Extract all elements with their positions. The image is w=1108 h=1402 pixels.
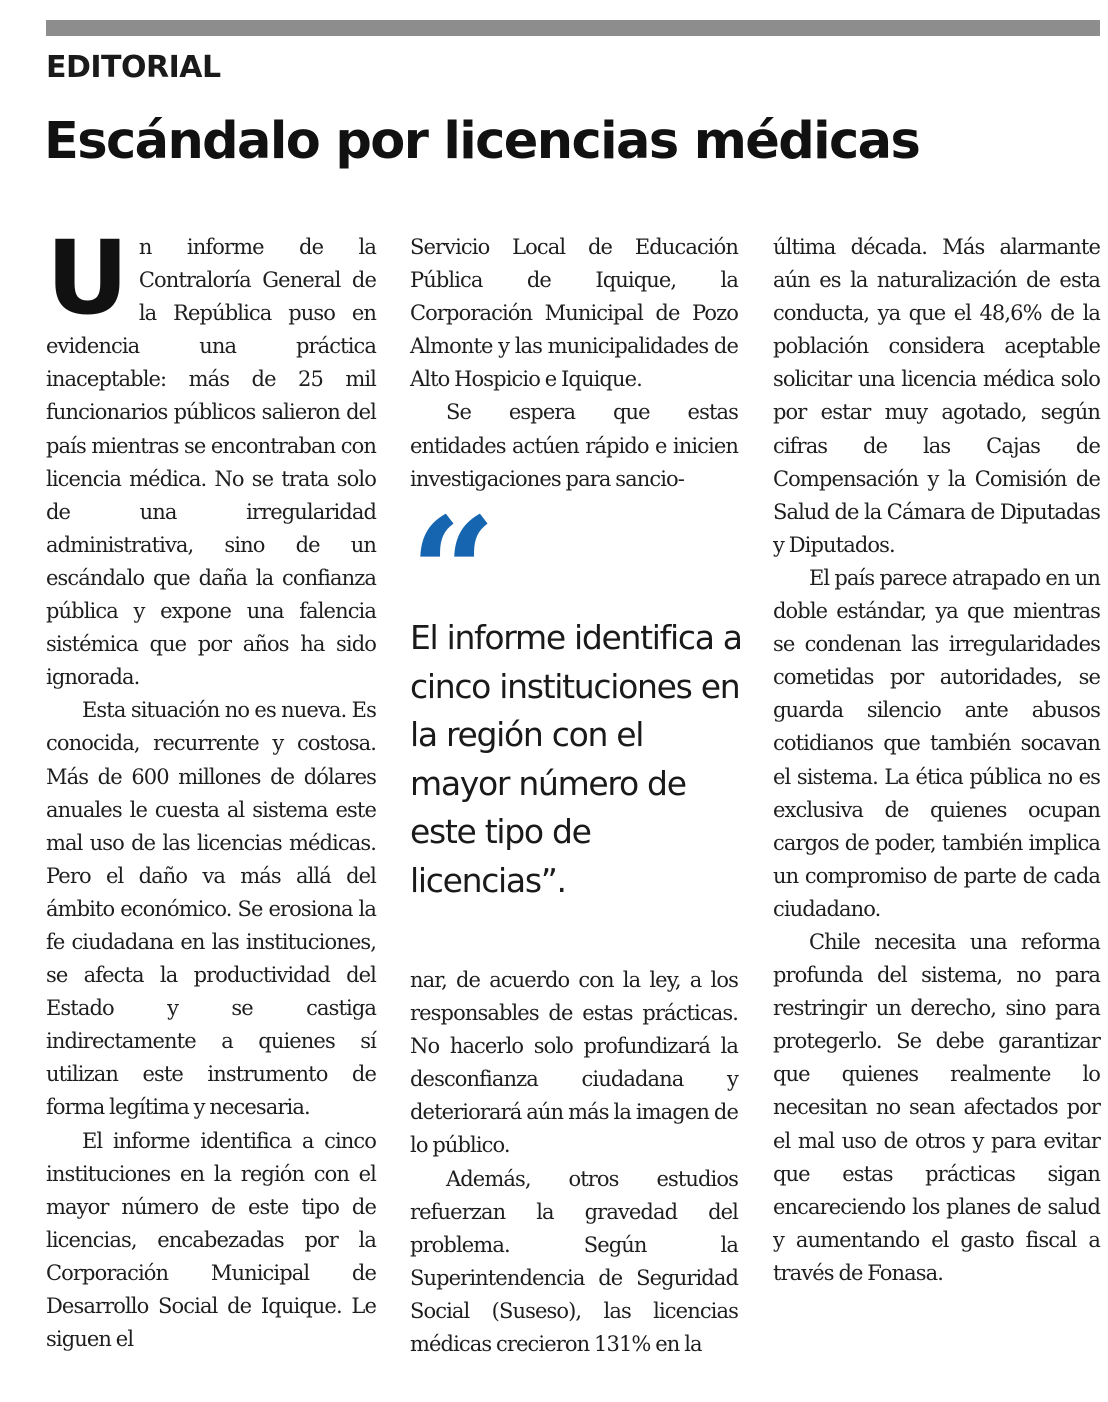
paragraph-7: Además, otros estudios refuerzan la gravedad del problema. Según la Superintendencia de Seguridad Social (Suseso), las licencias médicas crecieron 131% en la (410, 1166, 738, 1357)
column-3 (773, 231, 1100, 1290)
top-rule (46, 20, 1100, 36)
headline: Escándalo por licencias médicas (44, 112, 920, 171)
paragraph-8: última década. Más alarmante aún es la naturalización de esta conducta, ya que el 48,6% de la población considera aceptable solicitar una licencia médica solo por estar muy agotado, según cifras de las Cajas de Compensación y la Comisión de Salud de la Cámara de Diputadas y Diputados. (773, 235, 1100, 557)
column-2-bottom (410, 964, 738, 1361)
paragraph-5: Se espera que estas entidades actúen rápido e inicien investigaciones para sancio- (410, 400, 738, 491)
section-label: EDITORIAL (46, 50, 221, 85)
paragraph-1-text: n informe de la Contraloría General de la República puso en evidencia una práctica inaceptable: más de 25 mil funcionarios públicos salieron del país mientras se encontraban con licencia médica. No se trata solo de una irregularidad administrativa, sino de un escándalo que daña la confianza pública y expone una falencia sistémica que por años ha sido ignorada. (46, 235, 376, 690)
column-2-top (410, 231, 738, 496)
drop-cap: U (46, 219, 129, 338)
paragraph-4: Servicio Local de Educación Pública de Iquique, la Corporación Municipal de Pozo Almonte y las municipalidades de Alto Hospicio e Iquique. (410, 235, 738, 392)
quote-mark-icon: “ (410, 485, 497, 661)
paragraph-1 (46, 219, 376, 694)
paragraph-2: Esta situación no es nueva. Es conocida, recurrente y costosa. Más de 600 millones de dólares anuales le cuesta al sistema este mal uso de las licencias médicas. Pero el daño va más allá del ámbito económico. Se erosiona la fe ciudadana en las instituciones, se afecta la productividad del Estado y se castiga indirectamente a quienes sí utilizan este instrumento de forma legítima y necesaria. (46, 698, 376, 1120)
pull-quote: El informe identifica a cinco instituciones en la región con el mayor número de este tipo de licencias”. (410, 618, 742, 900)
paragraph-9: El país parece atrapado en un doble estándar, ya que mientras se condenan las irregularidades cometidas por autoridades, se guarda silencio ante abusos cotidianos que también socavan el sistema. La ética pública no es exclusiva de quienes ocupan cargos de poder, también implica un compromiso de parte de cada ciudadano. (773, 565, 1100, 921)
column-1 (46, 219, 376, 1356)
paragraph-10: Chile necesita una reforma profunda del sistema, no para restringir un derecho, sino para protegerlo. Se debe garantizar que quienes realmente lo necesitan no sean afectados por el mal uso de otros y para evitar que estas prácticas sigan encareciendo los planes de salud y aumentando el gasto fiscal a través de Fonasa. (773, 929, 1100, 1285)
paragraph-6: nar, de acuerdo con la ley, a los responsables de estas prácticas. No hacerlo solo profundizará la desconfianza ciudadana y deteriorará aún más la imagen de lo público. (410, 968, 738, 1158)
paragraph-3: El informe identifica a cinco instituciones en la región con el mayor número de este tipo de licencias, encabezadas por la Corporación Municipal de Desarrollo Social de Iquique. Le siguen el (46, 1128, 376, 1352)
